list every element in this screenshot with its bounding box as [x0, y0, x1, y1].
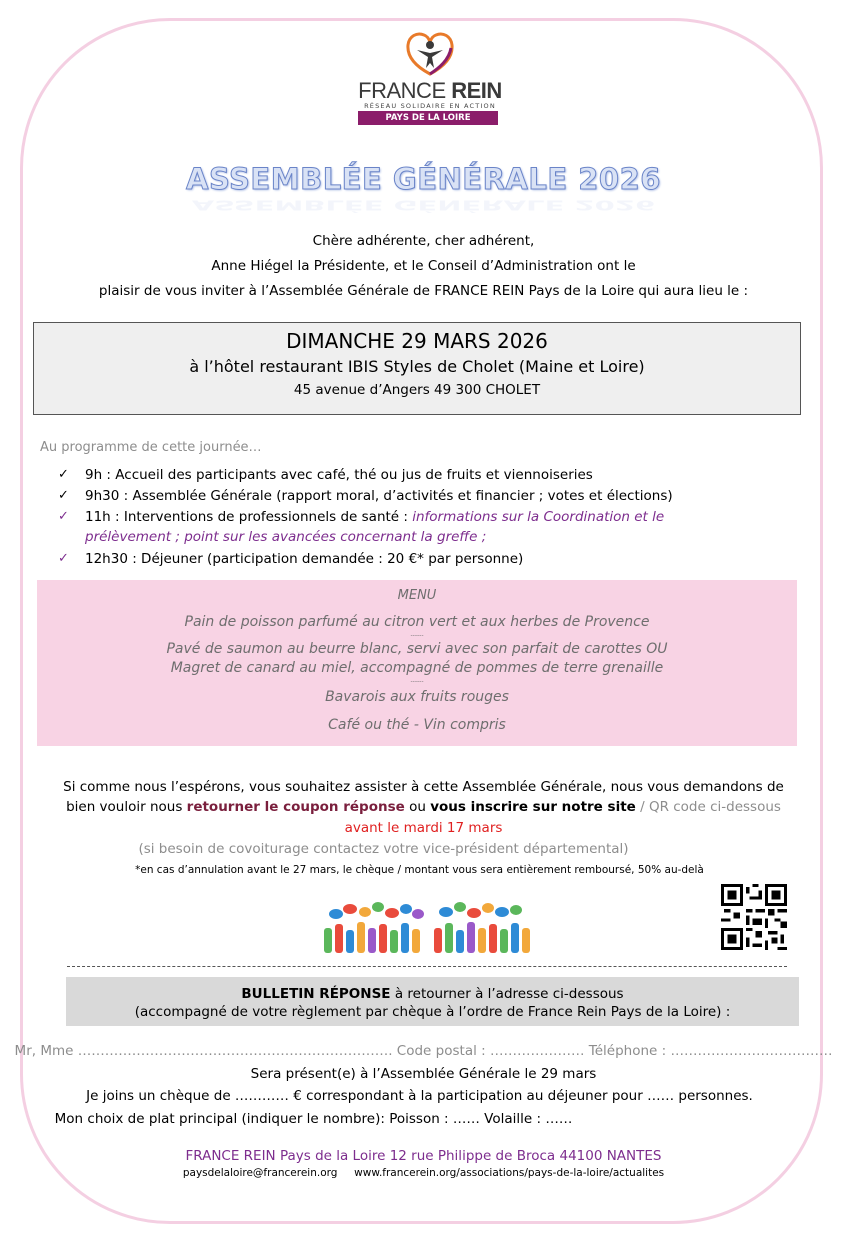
raised-hands-icon: [324, 922, 530, 953]
menu-separator: ------: [410, 632, 424, 639]
invitation-line-1: Si comme nous l’espérons, vous souhaitez assister à cette Assemblée Générale, nous vous demandons de: [63, 779, 784, 795]
carpool-note: (si besoin de covoiturage contactez votre vice-président départemental): [138, 841, 629, 857]
program-item: ✓ 11h : Interventions de professionnels de santé : informations sur la Coordination et le prélèvement ; point sur les avancées concernant la greffe ;: [58, 509, 665, 545]
checkmark-icon: ✓: [58, 488, 69, 503]
menu-separator: ------: [410, 678, 424, 685]
menu-dish: Pavé de saumon au beurre blanc, servi avec son parfait de carottes OU: [166, 641, 668, 657]
event-date-box: [33, 322, 801, 415]
footer-address: FRANCE REIN Pays de la Loire 12 rue Philippe de Broca 44100 NANTES: [185, 1148, 662, 1164]
bulletin-title-line: BULLETIN RÉPONSE à retourner à l’adresse ci-dessous: [241, 986, 624, 1002]
footer-contact: [0, 1167, 847, 1179]
intro-greeting: Chère adhérente, cher adhérent,: [312, 233, 535, 249]
intro-line-3: plaisir de vous inviter à l’Assemblée Générale de FRANCE REIN Pays de la Loire qui aura lieu le :: [98, 283, 749, 299]
refund-footnote: *en cas d’annulation avant le 27 mars, le chèque / montant vous sera entièrement remboursé, 50% au-delà: [135, 864, 704, 876]
title-reflection: ASSEMBLÉE GÉNÉRALE 2026: [191, 197, 656, 213]
checkmark-icon: ✓: [58, 551, 69, 566]
deadline: avant le mardi 17 mars: [344, 820, 503, 836]
logo-region-badge: PAYS DE LA LOIRE: [358, 111, 498, 125]
bulletin-header: [66, 977, 799, 1026]
logo-tagline: RÉSEAU SOLIDAIRE EN ACTION: [364, 102, 496, 110]
email-link[interactable]: paysdelaloire@francerein.org: [182, 1167, 338, 1179]
cut-line: [67, 966, 787, 967]
event-date: DIMANCHE 29 MARS 2026: [286, 329, 548, 353]
speech-bubbles-icon: [329, 902, 522, 919]
form-payment[interactable]: Je joins un chèque de ………… € correspondant à la participation au déjeuner pour …… personnes.: [86, 1088, 753, 1104]
form-dish-choice[interactable]: Mon choix de plat principal (indiquer le nombre): Poisson : …… Volaille : ……: [54, 1111, 573, 1127]
menu-dish: Café ou thé - Vin compris: [328, 717, 506, 733]
website-link[interactable]: vous inscrire sur notre site: [430, 799, 636, 815]
page-title: ASSEMBLÉE GÉNÉRALE 2026: [186, 162, 661, 196]
checkmark-icon: ✓: [58, 509, 69, 524]
event-address: 45 avenue d’Angers 49 300 CHOLET: [293, 382, 541, 398]
checkmark-icon: ✓: [58, 467, 69, 482]
form-attendance: Sera présent(e) à l’Assemblée Générale le 29 mars: [250, 1066, 597, 1082]
menu-dish: Bavarois aux fruits rouges: [325, 689, 509, 705]
intro-line-2: Anne Hiégel la Présidente, et le Conseil d’Administration ont le: [211, 258, 636, 274]
bulletin-instructions: (accompagné de votre règlement par chèque à l’ordre de France Rein Pays de la Loire) :: [134, 1004, 731, 1020]
logo-wordmark: FRANCE REIN: [358, 78, 502, 103]
france-rein-logo: [355, 30, 505, 125]
event-venue: à l’hôtel restaurant IBIS Styles de Cholet (Maine et Loire): [189, 357, 645, 376]
menu-dish: Magret de canard au miel, accompagné de pommes de terre grenaille: [170, 660, 664, 676]
invitation-line-2: bien vouloir nous retourner le coupon réponse ou vous inscrire sur notre site / QR code ci-dessous: [66, 799, 781, 815]
qr-code[interactable]: [721, 884, 787, 950]
person-heart-icon: [405, 30, 455, 78]
menu-heading: MENU: [397, 588, 437, 603]
form-contact-fields[interactable]: Mr, Mme ……………………………………………………………. Code postal : ………………… Téléphone : ………………………………: [14, 1043, 833, 1059]
menu-dish: Pain de poisson parfumé au citron vert et aux herbes de Provence: [184, 614, 650, 630]
program-intro: Au programme de cette journée…: [40, 440, 262, 455]
website-url[interactable]: www.francerein.org/associations/pays-de-la-loire/actualites: [354, 1167, 665, 1179]
menu-box: [37, 580, 797, 746]
raised-hands-illustration: [318, 900, 543, 955]
